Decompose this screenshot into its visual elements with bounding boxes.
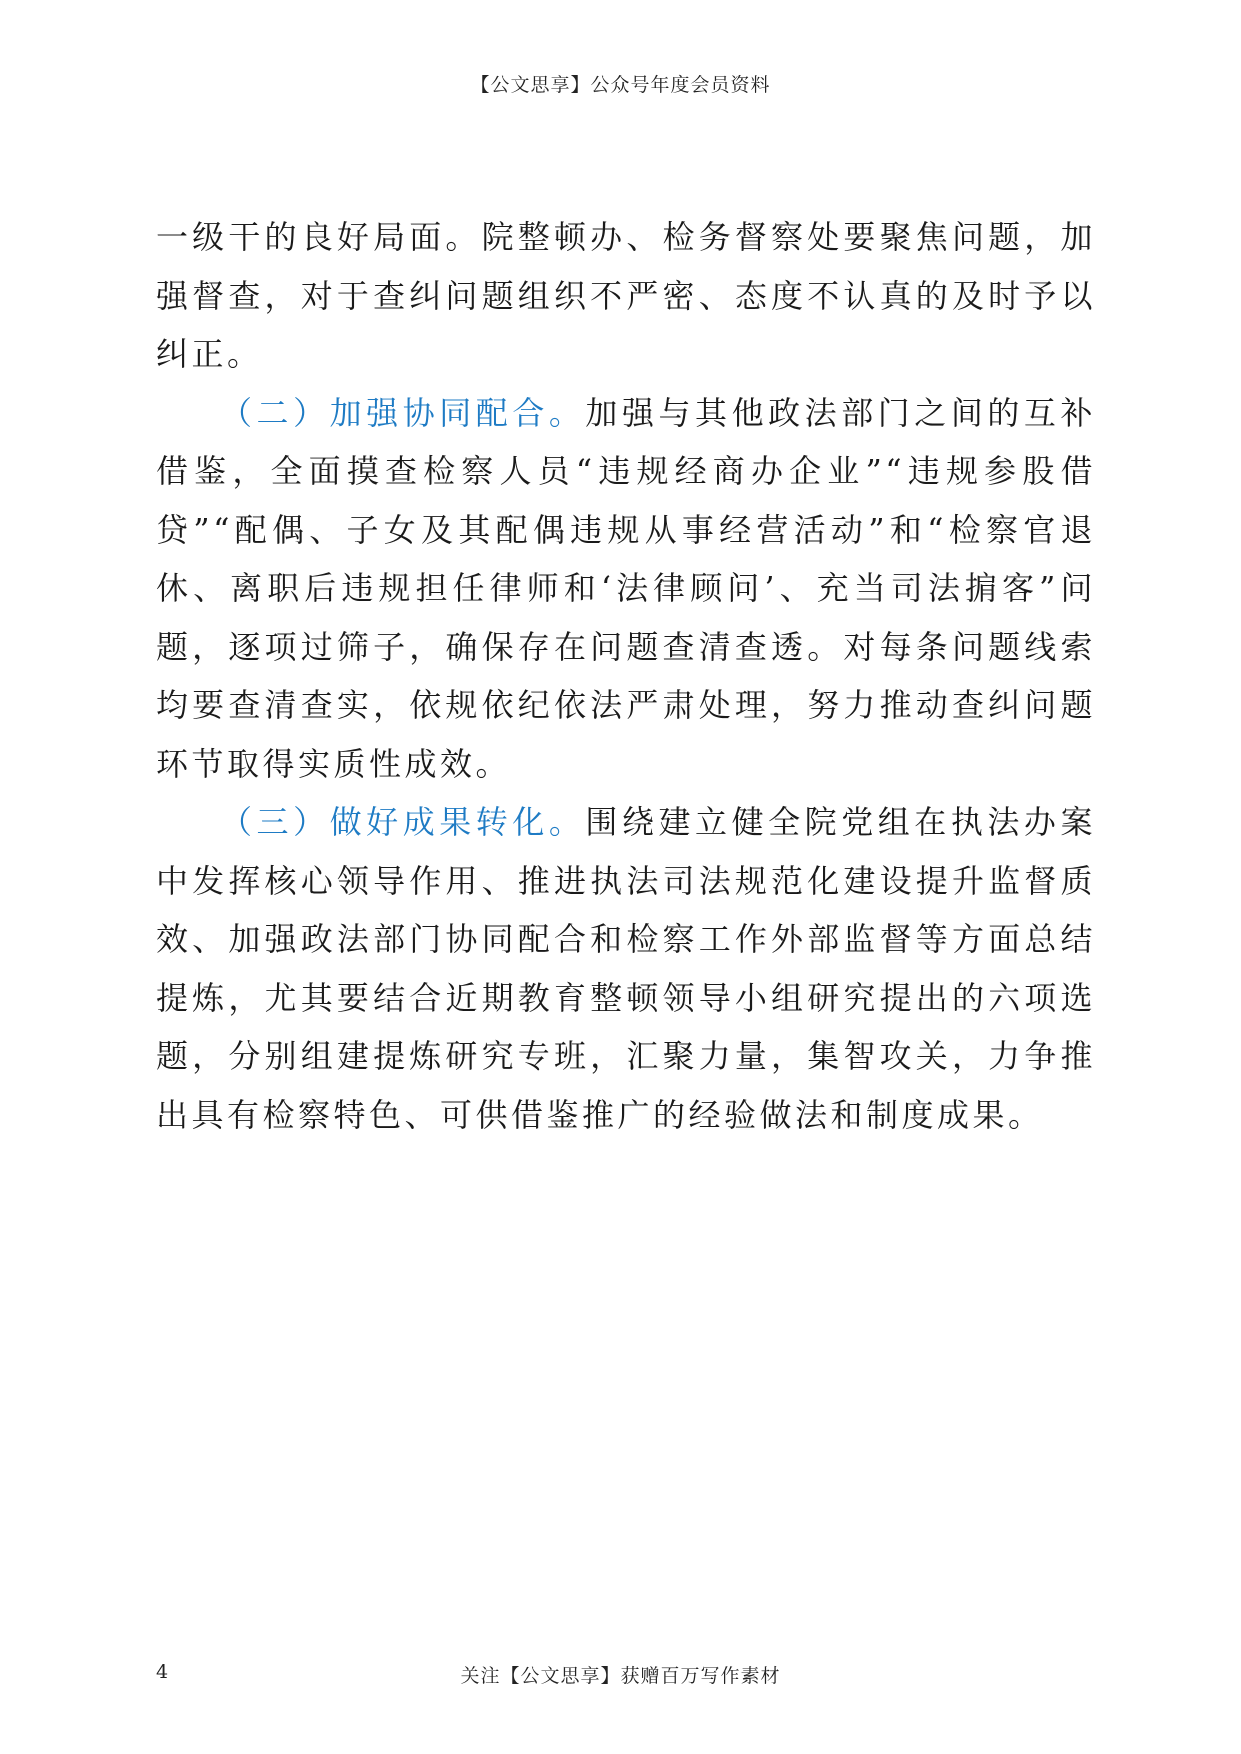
page-footer: 关注【公文思享】获赠百万写作素材: [460, 1665, 781, 1687]
paragraph-2: [156, 384, 1096, 794]
paragraph-3: [156, 793, 1096, 1144]
page-header: 【公文思享】公众号年度会员资料: [470, 74, 771, 96]
page-number: 4: [156, 1661, 169, 1683]
section-heading-3: （三）做好成果转化。: [220, 803, 586, 841]
paragraph-2-text: 加强与其他政法部门之间的互补借鉴，全面摸查检察人员“违规经商办企业”“违规参股借贷”“配偶、子女及其配偶违规从事经营活动”和“检察官退休、离职后违规担任律师和‘法律顾问’、充当司法掮客”问题，逐项过筛子，确保存在问题查清查透。对每条问题线索均要查清查实，依规依纪依法严肃处理，努力推动查纠问题环节取得实质性成效。: [156, 393, 1096, 783]
section-heading-2: （二）加强协同配合。: [220, 393, 586, 432]
paragraph-1: 一级干的良好局面。院整顿办、检务督察处要聚焦问题，加强督查，对于查纠问题组织不严密、态度不认真的及时予以纠正。: [156, 218, 1096, 373]
paragraph-3-text: 围绕建立健全院党组在执法办案中发挥核心领导作用、推进执法司法规范化建设提升监督质效、加强政法部门协同配合和检察工作外部监督等方面总结提炼，尤其要结合近期教育整顿领导小组研究提出的六项选题，分别组建提炼研究专班，汇聚力量，集智攻关，力争推出具有检察特色、可供借鉴推广的经验做法和制度成果。: [156, 803, 1096, 1134]
document-body: [156, 208, 1096, 1144]
